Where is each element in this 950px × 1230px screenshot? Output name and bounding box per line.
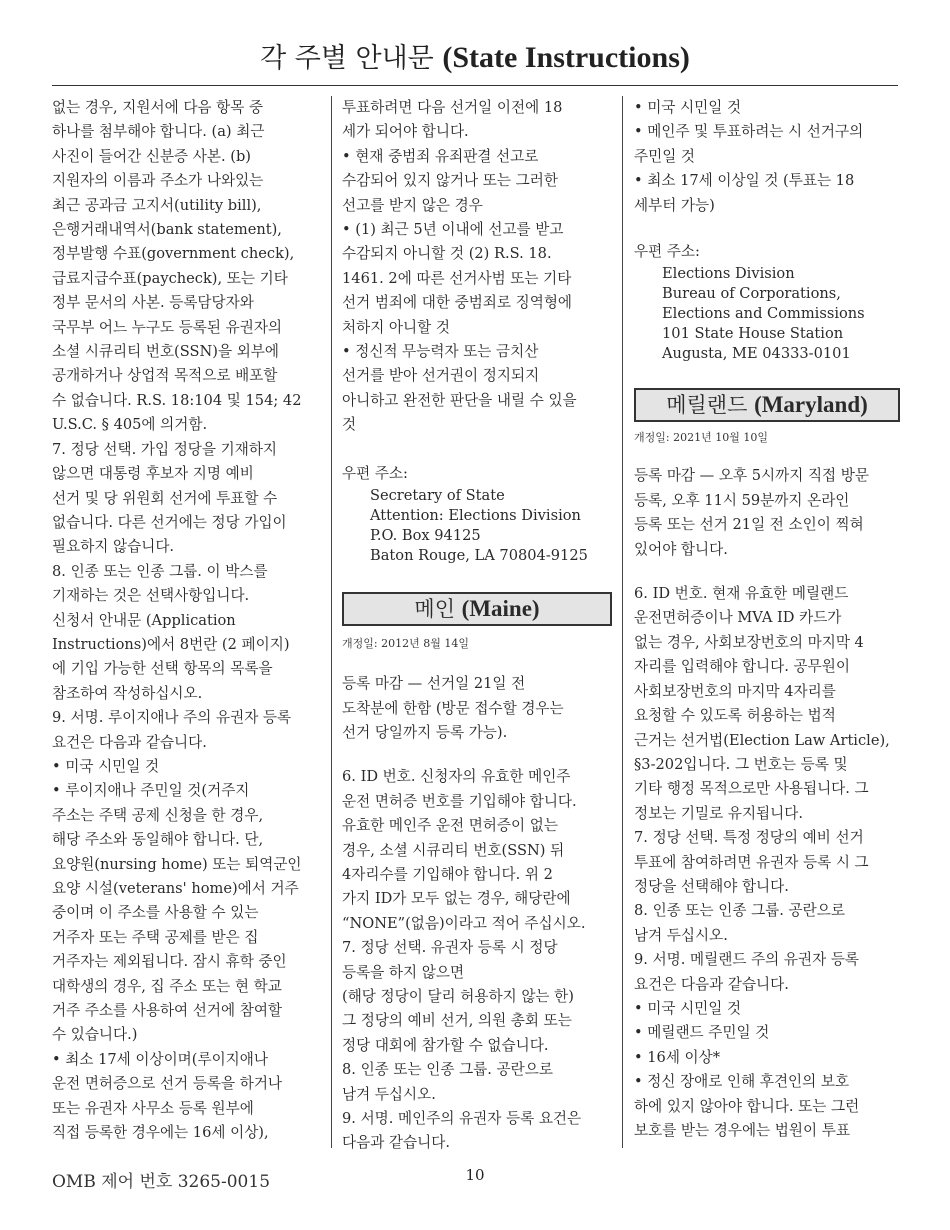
address-line: Secretary of State xyxy=(370,487,505,505)
text-line: 투표에 참여하려면 유권자 등록 시 그 xyxy=(634,853,869,871)
text-line: 지원자의 이름과 주소가 나와있는 xyxy=(52,172,264,190)
text-line: 선고를 받지 않은 경우 xyxy=(342,196,483,214)
text-line: §3-202입니다. 그 번호는 등록 및 xyxy=(634,755,848,773)
column-2 xyxy=(342,96,612,1156)
text-line: 등록 마감 — 선거일 21일 전 xyxy=(342,675,526,693)
text-line: U.S.C. § 405에 의거함. xyxy=(52,416,208,434)
text-line: 주소는 주택 공제 신청을 한 경우, xyxy=(52,806,264,824)
text-line: 거주자는 제외됩니다. 잠시 휴학 중인 xyxy=(52,953,287,971)
address-line: P.O. Box 94125 xyxy=(370,527,481,545)
address-line: Elections and Commissions xyxy=(662,305,865,323)
text-line: 남겨 두십시오. xyxy=(634,926,728,944)
text-line: 7. 정당 선택. 가입 정당을 기재하지 xyxy=(52,440,278,458)
text-line: 참조하여 작성하십시오. xyxy=(52,684,203,702)
state-name-ko: 메인 xyxy=(414,597,455,622)
text-line: 선거 당일까지 등록 가능). xyxy=(342,723,508,741)
text-line: 해당 주소와 동일해야 합니다. 단, xyxy=(52,831,264,849)
column-divider-1 xyxy=(331,96,332,1148)
text-line: 수 있습니다.) xyxy=(52,1026,138,1044)
text-line: 경우, 소셜 시큐리티 번호(SSN) 뒤 xyxy=(342,841,565,859)
text-line: • 최소 17세 이상이며(루이지애나 xyxy=(52,1050,268,1068)
text-line: 운전 면허증 번호를 기입해야 합니다. xyxy=(342,792,577,810)
text-line: 9. 서명. 메릴랜드 주의 유권자 등록 xyxy=(634,951,860,969)
text-line: 거주 주소를 사용하여 선거에 참여할 xyxy=(52,1002,283,1020)
text-line: 없는 경우, 사회보장번호의 마지막 4 xyxy=(634,633,864,651)
text-line: 등록을 하지 않으면 xyxy=(342,963,465,981)
title-divider xyxy=(52,85,898,86)
text-line: 공개하거나 상업적 목적으로 배포할 xyxy=(52,367,278,385)
text-line: 수감되지 아니할 것 (2) R.S. 18. xyxy=(342,245,552,263)
address-line: Bureau of Corporations, xyxy=(662,285,841,303)
text-line: 은행거래내역서(bank statement), xyxy=(52,221,282,239)
text-line: 정보는 기밀로 유지됩니다. xyxy=(634,804,803,822)
text-line: • 정신적 무능력자 또는 금치산 xyxy=(342,343,539,361)
text-line: 않으면 대통령 후보자 지명 예비 xyxy=(52,465,254,483)
maine-revised-date: 개정일: 2012년 8월 14일 xyxy=(342,637,469,651)
text-line: • 미국 시민일 것 xyxy=(634,99,742,116)
louisiana-mail-address xyxy=(342,486,612,566)
text-line: 대학생의 경우, 집 주소 또는 현 학교 xyxy=(52,977,282,995)
text-line: 수 없습니다. R.S. 18:104 및 154; 42 xyxy=(52,391,302,409)
text-line: 처하지 아니할 것 xyxy=(342,318,450,336)
text-line: 보호를 받는 경우에는 법원이 투표 xyxy=(634,1122,850,1139)
text-line: • 미국 시민일 것 xyxy=(634,999,742,1017)
text-line: 정부발행 수표(government check), xyxy=(52,245,295,263)
text-line: “NONE”(없음)이라고 적어 주십시오. xyxy=(342,914,586,932)
text-line: • 최소 17세 이상일 것 (투표는 18 xyxy=(634,172,855,190)
text-line: 요양원(nursing home) 또는 퇴역군인 xyxy=(52,855,302,873)
address-line: Attention: Elections Division xyxy=(370,507,581,525)
maine-body xyxy=(342,765,612,1156)
state-name-en: (Maryland) xyxy=(754,392,868,418)
text-line: 등록, 오후 11시 59분까지 온라인 xyxy=(634,491,850,509)
text-line: 가지 ID가 모두 없는 경우, 해당란에 xyxy=(342,890,571,908)
text-line: 1461. 2에 따른 선거사범 또는 기타 xyxy=(342,269,572,287)
maine-mail-address xyxy=(634,264,900,364)
text-line: 다음과 같습니다. xyxy=(342,1134,450,1152)
text-line: • 메인주 및 투표하려는 시 선거구의 xyxy=(634,123,864,141)
text-line: 없습니다. 다른 선거에는 정당 가입이 xyxy=(52,513,287,531)
text-line: 4자리수를 기입해야 합니다. 위 2 xyxy=(342,865,553,883)
text-line: 세가 되어야 합니다. xyxy=(342,123,469,141)
text-line: 남겨 두십시오. xyxy=(342,1085,436,1103)
page-title-ko: 각 주별 안내문 xyxy=(260,43,434,74)
maryland-body xyxy=(634,582,900,1143)
text-line: 그 정당의 예비 선거, 의원 총회 또는 xyxy=(342,1012,572,1030)
text-line: • 루이지애나 주민일 것(거주지 xyxy=(52,782,250,800)
text-line: 수감되어 있지 않거나 또는 그러한 xyxy=(342,172,558,190)
text-line: 직접 등록한 경우에는 16세 이상), xyxy=(52,1124,269,1142)
state-header-maryland xyxy=(634,388,900,422)
column-divider-2 xyxy=(622,96,623,1148)
state-name-en: (Maine) xyxy=(461,596,540,622)
maryland-revised-date: 개정일: 2021년 10월 10일 xyxy=(634,431,768,445)
text-line: 자리를 입력해야 합니다. 공무원이 xyxy=(634,658,850,676)
text-line: 하나를 첨부해야 합니다. (a) 최근 xyxy=(52,123,265,141)
text-line: 있어야 합니다. xyxy=(634,540,728,558)
text-line: 7. 정당 선택. 유권자 등록 시 정당 xyxy=(342,939,558,957)
page-number: 10 xyxy=(465,1166,485,1184)
text-line: 또는 유권자 사무소 등록 원부에 xyxy=(52,1099,254,1117)
column-1 xyxy=(52,96,324,1145)
text-line: 주민일 것 xyxy=(634,147,696,165)
text-line: 8. 인종 또는 인종 그룹. 이 박스를 xyxy=(52,562,268,580)
text-line: 정당 대회에 참가할 수 없습니다. xyxy=(342,1036,549,1054)
text-line: • 16세 이상* xyxy=(634,1048,721,1066)
text-line: 유효한 메인주 운전 면허증이 없는 xyxy=(342,817,558,835)
page-title-en: (State Instructions) xyxy=(442,41,690,74)
text-line: 것 xyxy=(342,416,357,434)
state-name-ko: 메릴랜드 xyxy=(666,393,748,418)
text-line: 요건은 다음과 같습니다. xyxy=(634,975,789,993)
address-line: Augusta, ME 04333-0101 xyxy=(662,345,851,363)
text-line: • (1) 최근 5년 이내에 선고를 받고 xyxy=(342,221,564,239)
text-line: 투표하려면 다음 선거일 이전에 18 xyxy=(342,99,563,116)
state-header-maine xyxy=(342,592,612,626)
text-line: 기타 행정 목적으로만 사용됩니다. 그 xyxy=(634,780,869,798)
maryland-deadline xyxy=(634,464,900,562)
column-3 xyxy=(634,96,900,1143)
text-line: • 현재 중범죄 유죄판결 선고로 xyxy=(342,147,539,165)
text-line: 거주자 또는 주택 공제를 받은 집 xyxy=(52,928,259,946)
address-line: Baton Rouge, LA 70804-9125 xyxy=(370,547,588,565)
text-line: 신청서 안내문 (Application xyxy=(52,611,236,629)
text-line: 사진이 들어간 신분증 사본. (b) xyxy=(52,147,251,165)
text-line: 급료지급수표(paycheck), 또는 기타 xyxy=(52,269,288,287)
text-line: 운전면허증이나 MVA ID 카드가 xyxy=(634,609,842,627)
text-line: 사회보장번호의 마지막 4자리를 xyxy=(634,682,836,700)
text-line: 기재하는 것은 선택사항입니다. xyxy=(52,587,250,605)
address-line: 101 State House Station xyxy=(662,325,844,343)
text-line: • 정신 장애로 인해 후견인의 보호 xyxy=(634,1073,850,1091)
text-line: Instructions)에서 8번란 (2 페이지) xyxy=(52,635,290,653)
text-line: 8. 인종 또는 인종 그룹. 공란으로 xyxy=(342,1061,553,1079)
louisiana-requirements xyxy=(342,96,612,438)
page-title xyxy=(0,38,950,79)
text-line: • 메릴랜드 주민일 것 xyxy=(634,1024,770,1042)
text-line: 중이며 이 주소를 사용할 수 있는 xyxy=(52,904,259,922)
text-line: 6. ID 번호. 현재 유효한 메릴랜드 xyxy=(634,585,849,603)
text-line: 9. 서명. 메인주의 유권자 등록 요건은 xyxy=(342,1110,582,1127)
omb-control-number: OMB 제어 번호 3265-0015 xyxy=(52,1172,271,1192)
maine-deadline xyxy=(342,672,612,745)
text-line: 선거 범죄에 대한 중범죄로 징역형에 xyxy=(342,294,573,312)
text-line: 정부 문서의 사본. 등록담당자와 xyxy=(52,294,254,312)
text-line: 운전 면허증으로 선거 등록을 하거나 xyxy=(52,1075,283,1093)
text-line: (해당 정당이 달리 허용하지 않는 한) xyxy=(342,987,574,1005)
text-line: 하에 있지 않아야 합니다. 또는 그런 xyxy=(634,1097,860,1115)
text-line: 요양 시설(veterans' home)에서 거주 xyxy=(52,880,299,897)
text-line: 요청할 수 있도록 허용하는 법적 xyxy=(634,707,836,725)
text-line: 등록 또는 선거 21일 전 소인이 찍혀 xyxy=(634,516,864,534)
text-line: 소셜 시큐리티 번호(SSN)을 외부에 xyxy=(52,343,279,361)
text-line: 6. ID 번호. 신청자의 유효한 메인주 xyxy=(342,768,571,786)
louisiana-mail-label: 우편 주소: xyxy=(342,464,408,482)
text-line: 7. 정당 선택. 특정 정당의 예비 선거 xyxy=(634,829,864,847)
text-line: 9. 서명. 루이지애나 주의 유권자 등록 xyxy=(52,709,292,727)
text-line: 국무부 어느 누구도 등록된 유권자의 xyxy=(52,318,283,336)
text-line: 근거는 선거법(Election Law Article), xyxy=(634,731,890,749)
text-line: 정당을 선택해야 합니다. xyxy=(634,877,789,895)
maine-mail-label: 우편 주소: xyxy=(634,243,700,261)
text-line: 8. 인종 또는 인종 그룹. 공란으로 xyxy=(634,902,845,920)
text-line: 필요하지 않습니다. xyxy=(52,538,175,556)
text-line: 선거 및 당 위원회 선거에 투표할 수 xyxy=(52,489,278,507)
text-line: • 미국 시민일 것 xyxy=(52,757,160,775)
text-line: 아니하고 완전한 판단을 내릴 수 있을 xyxy=(342,391,577,409)
text-line: 세부터 가능) xyxy=(634,196,715,214)
text-line: 등록 마감 — 오후 5시까지 직접 방문 xyxy=(634,467,869,485)
text-line: 없는 경우, 지원서에 다음 항목 중 xyxy=(52,99,264,116)
text-line: 최근 공과금 고지서(utility bill), xyxy=(52,196,262,214)
text-line: 요건은 다음과 같습니다. xyxy=(52,733,207,751)
address-line: Elections Division xyxy=(662,265,795,283)
text-line: 선거를 받아 선거권이 정지되지 xyxy=(342,367,540,385)
text-line: 에 기입 가능한 선택 항목의 목록을 xyxy=(52,660,273,678)
text-line: 도착분에 한함 (방문 접수할 경우는 xyxy=(342,699,564,717)
maine-requirements xyxy=(634,96,900,218)
